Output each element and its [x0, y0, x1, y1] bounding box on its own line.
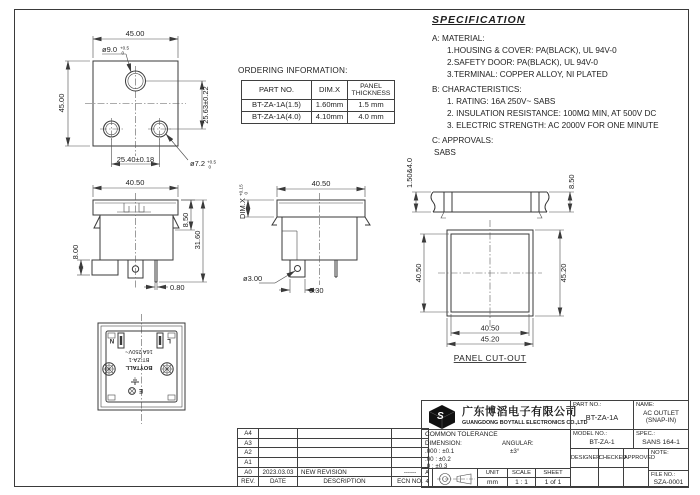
specification-section: [432, 14, 692, 157]
paper-size-4: 4: [425, 479, 429, 485]
dim-top-hole: ø9.0: [102, 45, 118, 54]
revision-row: A0 2023.03.03 NEW REVISION ------: [238, 467, 429, 477]
revision-row: A2: [238, 448, 429, 458]
dim-x-label: DIM.X: [238, 198, 247, 219]
live-slot-opening: [159, 336, 161, 345]
left-screw: [103, 363, 115, 375]
dim-hole-pitch-horizontal: 25.40±0.18: [116, 155, 155, 164]
panel-cutout-label: PANEL CUT-OUT: [453, 353, 527, 363]
tolerance-title: COMMON TOLERANCE: [425, 431, 498, 438]
spec-material-1: 1.HOUSING & COVER: PA(BLACK), UL 94V-0: [447, 46, 617, 55]
projection-symbol-icon: [437, 472, 477, 486]
earth-symbol-icon: [131, 378, 139, 385]
checked-signature-cell: [598, 467, 624, 488]
ordering-row-1: BT-ZA-1A(1.5) 1.60mm 1.5 mm: [242, 100, 395, 112]
spec-characteristics-head: B: CHARACTERISTICS:: [432, 85, 522, 94]
spec-characteristics-1: 1. RATING: 16A 250V~ SABS: [447, 97, 556, 106]
designer-cell: [570, 448, 599, 468]
ordering-information-title: ORDERING INFORMATION:: [238, 66, 348, 75]
front-plate-view: [40, 16, 240, 178]
dim-cutout-bottom-inner: 40.50: [480, 323, 500, 333]
outlet-face-view: [85, 312, 220, 444]
dim-section-hole: ø3.00: [243, 274, 263, 283]
dim-top-hole-tol-up: +0.5: [120, 45, 130, 51]
approved-label: APPROVED: [624, 455, 656, 461]
designer-signature-cell: [570, 467, 599, 488]
ordering-information-table: [241, 80, 395, 124]
neutral-marking: N: [109, 337, 115, 343]
approved-cell: [623, 448, 656, 468]
tolerance-00: .00 : ±0.2: [425, 455, 451, 463]
dim-side-width: 40.50: [125, 178, 145, 187]
model-no-label: MODEL NO.:: [573, 431, 607, 437]
dim-cutout-depth: 8.50: [567, 174, 576, 189]
svg-text:S: S: [437, 411, 444, 422]
spec-value: SANS 164-1: [642, 439, 680, 446]
dim-bottom-hole-tol-up: +0.5: [207, 159, 217, 165]
unit-value: mm: [487, 479, 498, 486]
part-no-value: BT-ZA-1A: [585, 413, 619, 422]
sheet-size-cell: [421, 468, 478, 488]
approved-signature-cell: [623, 467, 649, 488]
file-no-value: SZA-0001: [653, 479, 684, 486]
unit-cell: [477, 468, 508, 488]
panel-cutout-view: [400, 157, 590, 380]
dim-side-upper: 8.50: [181, 212, 190, 228]
revision-header-row: REV. DATE DESCRIPTION ECN NO.: [238, 477, 429, 487]
company-name-cn: 广东博滔电子有限公司: [462, 406, 577, 418]
sheet-label: SHEET: [536, 469, 570, 478]
dim-bottom-hole: ø7.2: [190, 159, 206, 168]
tolerance-cell: [421, 429, 571, 469]
company-logo: [426, 404, 458, 429]
dim-top-hole-tol-dn: 0: [121, 50, 125, 56]
spec-characteristics-3: 3. ELECTRIC STRENGTH: AC 2000V FOR ONE MINUTE: [447, 121, 659, 130]
dim-bottom-hole-tol-dn: 0: [208, 164, 212, 170]
earth-marking: E: [138, 387, 144, 393]
revision-row: A1: [238, 458, 429, 468]
scale-value: 1 : 1: [515, 479, 528, 486]
part-no-label: PART NO.:: [573, 402, 602, 408]
angular-value: ±3°: [510, 448, 520, 455]
dim-cutout-bottom-outer: 45.20: [480, 334, 500, 344]
dim-section-pin-offset: 6.30: [309, 286, 324, 295]
name-label: NAME:: [636, 402, 655, 408]
model-no-cell: [570, 429, 634, 449]
specification-title: SPECIFICATION: [432, 14, 526, 26]
ordering-col-part: PART NO.: [242, 81, 312, 100]
spec-material-2: 2.SAFETY DOOR: PA(BLACK), UL 94V-0: [447, 58, 598, 67]
dim-height: 45.00: [57, 93, 66, 113]
sheet-value: 1 of 1: [544, 479, 562, 486]
dim-width: 45.00: [125, 29, 145, 38]
brand-marking: BOYTALL: [125, 364, 153, 370]
revision-row: A4: [238, 429, 429, 439]
spec-cell: [633, 429, 689, 449]
model-no-value: BT-ZA-1: [589, 439, 615, 446]
file-no-label: FILE NO.:: [651, 472, 675, 478]
spec-approvals-1: SABS: [434, 148, 456, 157]
angular-label: ANGULAR:: [502, 439, 534, 447]
model-marking: BT-ZA-1: [128, 356, 150, 362]
rating-marking: 16A 250V~: [125, 348, 153, 354]
scale-cell: [507, 468, 536, 488]
spec-approvals-head: C: APPROVALS:: [432, 136, 494, 145]
tolerance-000: .000 : ±0.1: [425, 448, 455, 455]
checked-label: CHECKED: [599, 455, 627, 461]
revision-row: A3: [238, 438, 429, 448]
dim-hole-pitch-vertical: 25.63±0.22: [201, 86, 210, 124]
dim-cutout-left: 40.50: [414, 263, 423, 283]
tolerance-0: .0 : ±0.3: [425, 463, 448, 470]
designer-label: DESIGNER: [571, 455, 601, 461]
spec-characteristics-2: 2. INSULATION RESISTANCE: 100MΩ MIN, AT 500V DC: [447, 109, 657, 118]
dim-section-width: 40.50: [311, 179, 331, 188]
note-cell: [648, 448, 689, 471]
dim-cutout-right: 45.20: [559, 263, 568, 283]
dim-panel-thickness: 1.50&4.0: [405, 157, 414, 188]
part-no-cell: [570, 400, 634, 430]
spec-material-head: A: MATERIAL:: [432, 34, 485, 43]
checked-cell: [598, 448, 627, 468]
ordering-col-dimx: DIM.X: [312, 81, 348, 100]
spec-material-3: 3.TERMINAL: COPPER ALLOY, NI PLATED: [447, 70, 608, 79]
unit-label: UNIT: [478, 469, 507, 478]
paper-size-a: A: [425, 470, 429, 476]
dimension-label: DIMENSION:: [425, 439, 462, 447]
scale-label: SCALE: [508, 469, 535, 478]
note-label: NOTE:: [651, 450, 669, 456]
dim-x-tol-up: +0.15: [238, 184, 244, 196]
file-no-cell: [648, 470, 689, 488]
live-marking: L: [167, 337, 171, 343]
revision-table: [237, 428, 429, 487]
company-name-en: GUANGDONG BOYTALL ELECTRONICS CO.,LTD: [462, 420, 588, 426]
ordering-col-panel: PANEL THICKNESS: [348, 81, 395, 100]
name-value-line2: (SNAP-IN): [645, 417, 677, 425]
right-screw: [161, 363, 173, 375]
neutral-slot-opening: [120, 336, 122, 345]
spec-label: SPEC.:: [636, 431, 656, 437]
side-view: [55, 178, 245, 308]
section-view: [235, 173, 390, 308]
ordering-row-2: BT-ZA-1A(4.0) 4.10mm 4.0 mm: [242, 112, 395, 124]
dim-side-foot: 8.00: [71, 244, 80, 260]
name-cell: [633, 400, 689, 430]
sheet-cell: [535, 468, 571, 488]
dim-side-total: 31.60: [193, 230, 202, 250]
name-value-line1: AC OUTLET: [643, 410, 679, 417]
dim-side-pin: 0.80: [170, 283, 185, 292]
dim-x-tol-dn: 0: [243, 191, 249, 195]
